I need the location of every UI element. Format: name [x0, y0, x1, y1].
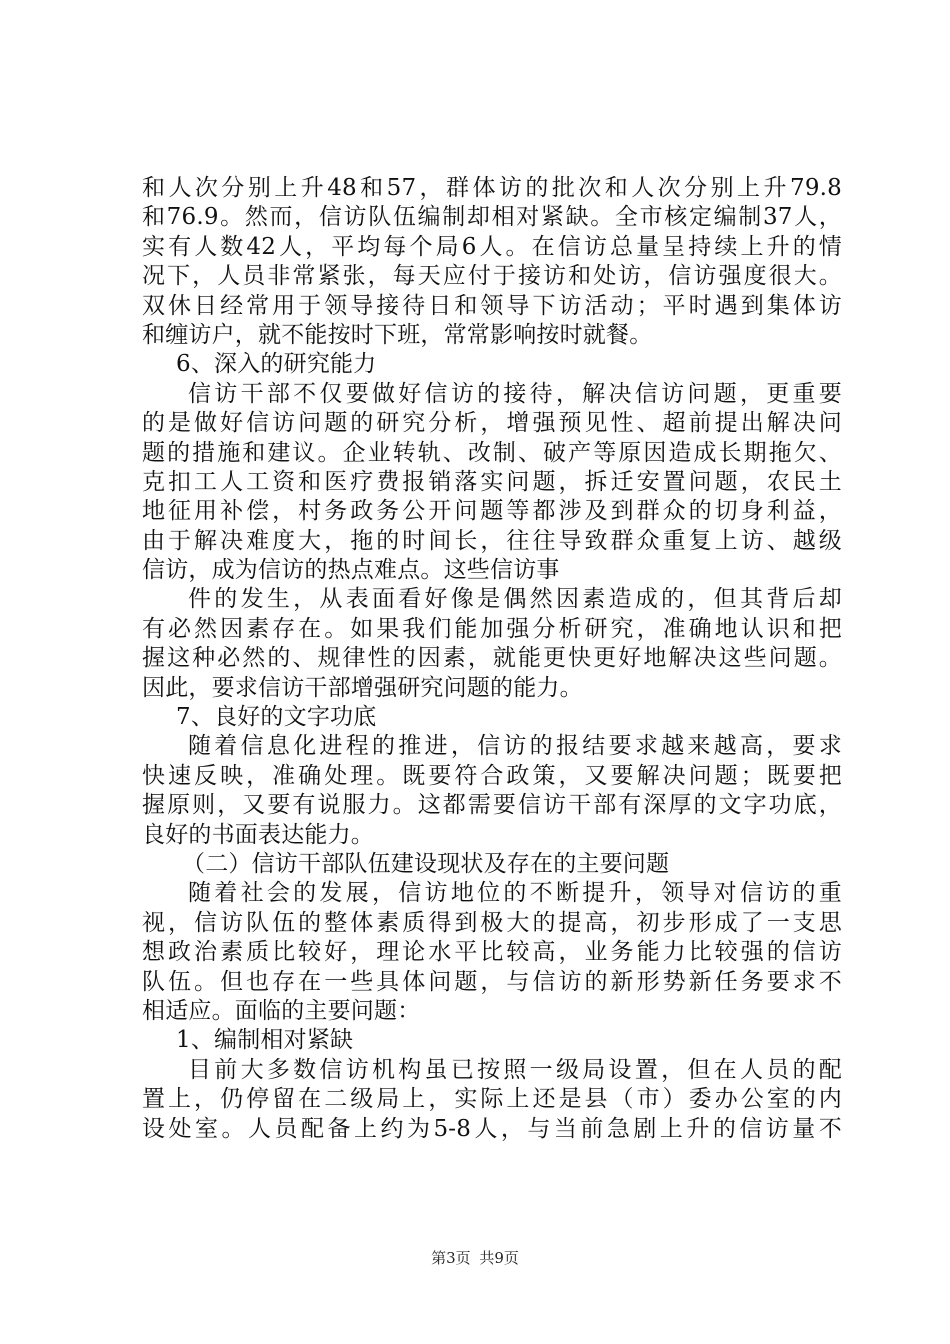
- text-line: 和缠访户，就不能按时下班，常常影响按时就餐。: [142, 321, 653, 348]
- text-line: 随着社会的发展，信访地位的不断提升，领导对信访的重: [188, 880, 842, 907]
- section-heading: 6、深入的研究能力: [176, 351, 377, 378]
- text-line: 地征用补偿，村务政务公开问题等都涉及到群众的切身利益，: [142, 498, 842, 525]
- section-heading: 1、编制相对紧缺: [176, 1027, 354, 1054]
- document-body: [142, 174, 842, 1144]
- text-line: 由于解决难度大，拖的时间长，往往导致群众重复上访、越级: [142, 527, 842, 554]
- text-line: 和76.9。然而，信访队伍编制却相对紧缺。全市核定编制37人，: [142, 204, 842, 231]
- section-heading: 7、良好的文字功底: [176, 704, 377, 731]
- text-line: 信访，成为信访的热点难点。这些信访事: [142, 557, 560, 584]
- page-total: 共9页: [479, 1249, 519, 1267]
- text-line: 件的发生，从表面看好像是偶然因素造成的，但其背后却: [188, 586, 842, 613]
- text-line: 相适应。面临的主要问题：: [142, 997, 421, 1024]
- text-line: 随着信息化进程的推进，信访的报结要求越来越高，要求: [188, 733, 842, 760]
- page-number: 第3页: [431, 1249, 471, 1267]
- text-line: 和人次分别上升48和57，群体访的批次和人次分别上升79.8: [142, 175, 842, 201]
- text-line: 克扣工人工资和医疗费报销落实问题，拆迁安置问题，农民土: [142, 468, 842, 495]
- text-line: 题的措施和建议。企业转轨、改制、破产等原因造成长期拖欠、: [142, 439, 842, 466]
- text-line: 良好的书面表达能力。: [142, 821, 374, 848]
- text-line: 的是做好信访问题的研究分析，增强预见性、超前提出解决问: [142, 410, 842, 437]
- text-line: 信访干部不仅要做好信访的接待，解决信访问题，更重要: [188, 380, 842, 407]
- text-line: 握原则，又要有说服力。这都需要信访干部有深厚的文字功底，: [142, 792, 842, 819]
- text-line: 队伍。但也存在一些具体问题，与信访的新形势新任务要求不: [142, 968, 842, 995]
- text-line: 目前大多数信访机构虽已按照一级局设置，但在人员的配: [188, 1056, 842, 1083]
- text-line: 有必然因素存在。如果我们能加强分析研究，准确地认识和把: [142, 615, 842, 642]
- text-line: 想政治素质比较好，理论水平比较高，业务能力比较强的信访: [142, 939, 842, 966]
- text-line: 置上，仍停留在二级局上，实际上还是县（市）委办公室的内: [142, 1086, 842, 1113]
- text-line: 视，信访队伍的整体素质得到极大的提高，初步形成了一支思: [142, 909, 842, 936]
- text-line: 快速反映，准确处理。既要符合政策，又要解决问题；既要把: [142, 762, 842, 789]
- text-line: 因此，要求信访干部增强研究问题的能力。: [142, 674, 583, 701]
- section-heading: （二）信访干部队伍建设现状及存在的主要问题: [182, 850, 670, 877]
- text-line: 握这种必然的、规律性的因素，就能更快更好地解决这些问题。: [142, 645, 842, 672]
- page-footer: [0, 1248, 950, 1268]
- text-line: 况下，人员非常紧张，每天应付于接访和处访，信访强度很大。: [142, 263, 842, 290]
- text-line: 设处室。人员配备上约为5-8人，与当前急剧上升的信访量不: [142, 1115, 842, 1142]
- text-line: 实有人数42人，平均每个局6人。在信访总量呈持续上升的情: [142, 233, 842, 260]
- text-line: 双休日经常用于领导接待日和领导下访活动；平时遇到集体访: [142, 292, 842, 319]
